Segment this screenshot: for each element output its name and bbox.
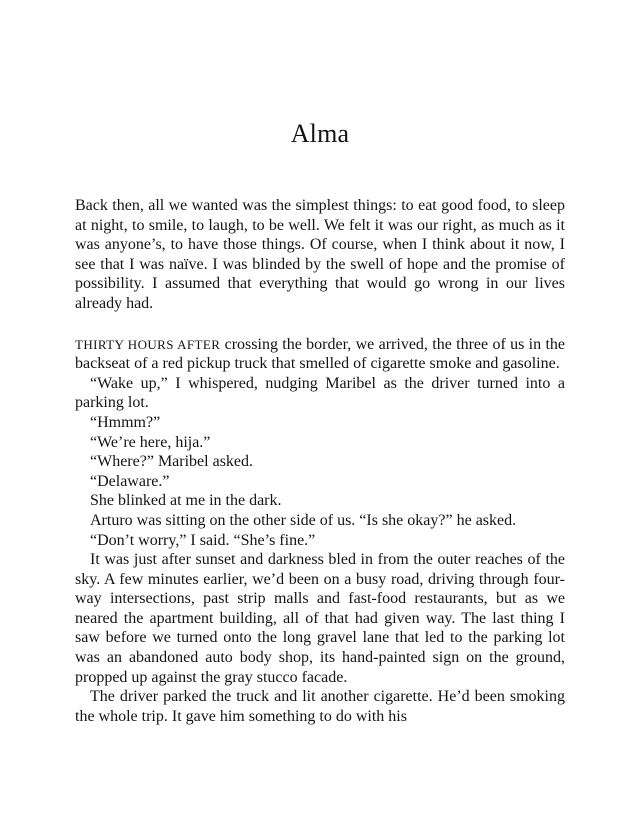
book-page: [75, 0, 565, 726]
chapter-title: Alma: [290, 119, 350, 148]
dialogue-line: “Where?” Maribel asked.: [90, 453, 254, 471]
dialogue-line: “Don’t worry,” I said. “She’s fine.”: [90, 531, 316, 549]
dialogue-line: “Wake up,” I whispered, nudging Maribel as the driver turned into a parking lot.: [75, 374, 565, 412]
paragraph-text: crossing the border, we arrived, the three of us in the backseat of a red pickup truck that smelled of cigarette smoke and gasoline.: [75, 335, 565, 373]
narrative-paragraph: The driver parked the truck and lit another cigarette. He’d been smoking the whole trip. It gave him something to do with his: [75, 688, 565, 725]
dialogue-line: “Hmmm?”: [90, 413, 161, 431]
section-opening-paragraph: [75, 335, 565, 374]
narrative-line: She blinked at me in the dark.: [90, 492, 282, 510]
dialogue-line: “Delaware.”: [90, 472, 170, 490]
narrative-line: Arturo was sitting on the other side of us. “Is she okay?” he asked.: [90, 511, 517, 529]
small-caps-lead: THIRTY HOURS AFTER: [75, 336, 221, 352]
narrative-paragraph: It was just after sunset and darkness bled in from the outer reaches of the sky. A few minutes earlier, we’d been on a busy road, driving through four-way intersections, past strip malls and fast-food restaurants, but as we neared the apartment building, all of that had given way. The last thing I saw before we turned onto the long gravel lane that led to the parking lot was an abandoned auto body shop, its hand-painted sign on the ground, propped up against the gray stucco facade.: [75, 551, 565, 686]
dialogue-line: “We’re here, hija.”: [90, 433, 211, 451]
opening-paragraph: Back then, all we wanted was the simplest things: to eat good food, to sleep at night, to smile, to laugh, to be well. We felt it was our right, as much as it was anyone’s, to have those things. Of course, when I think about it now, I see that I was naïve. I was blinded by the swell of hope and the promise of possibility. I assumed that everything that would go wrong in our lives already had.: [75, 197, 565, 312]
